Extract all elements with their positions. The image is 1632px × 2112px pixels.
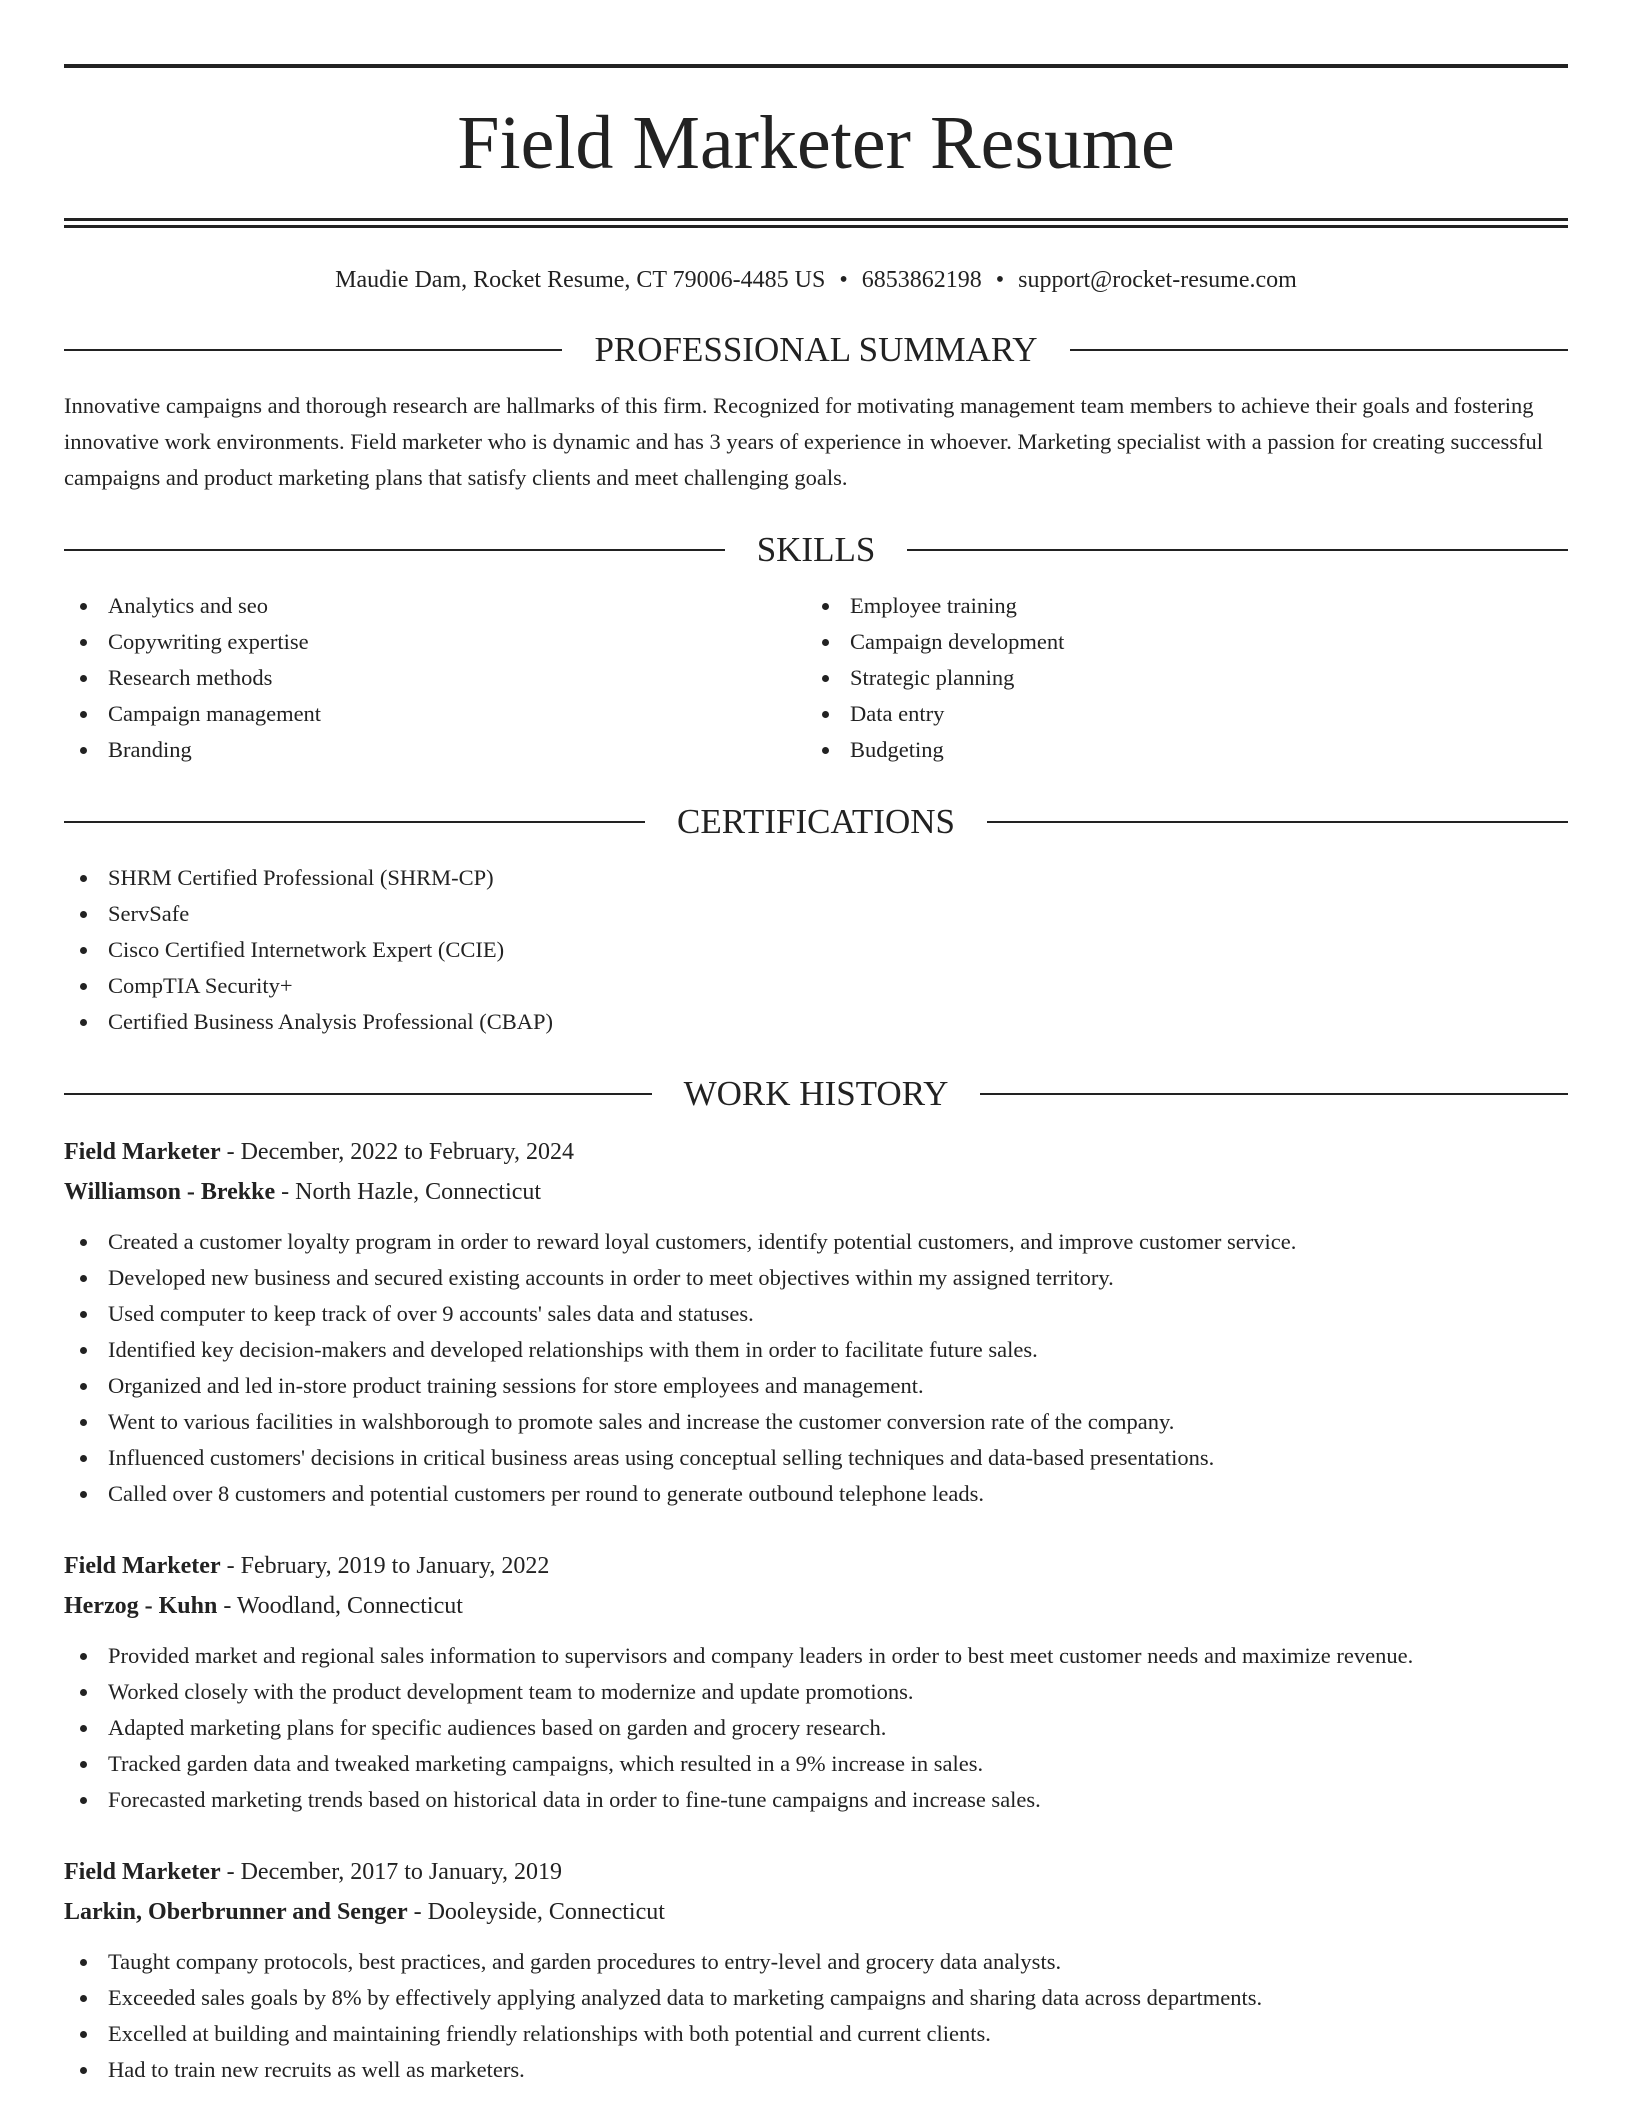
resume-page: [64, 64, 1568, 2088]
contact-address: Maudie Dam, Rocket Resume, CT 79006-4485 US: [335, 267, 826, 293]
job-bullet: Called over 8 customers and potential customers per round to generate outbound telephone leads.: [64, 1476, 1568, 1512]
section-header-skills: [64, 528, 1568, 572]
divider: [1070, 349, 1568, 351]
job-bullet: Influenced customers' decisions in critical business areas using conceptual selling techniques and data-based presentations.: [64, 1440, 1568, 1476]
top-rule: [64, 64, 1568, 68]
job-bullets: [64, 1224, 1568, 1512]
resume-title: Field Marketer Resume: [457, 101, 1175, 185]
title-double-rule: [64, 218, 1568, 228]
job-bullets: [64, 1944, 1568, 2088]
job-bullet: Used computer to keep track of over 9 accounts' sales data and statuses.: [64, 1296, 1568, 1332]
section-header-summary: [64, 328, 1568, 372]
divider: [64, 349, 562, 351]
skill-item: Branding: [64, 732, 806, 768]
contact-phone: 6853862198: [861, 267, 982, 293]
divider: [64, 821, 645, 823]
job-company-line: [64, 1586, 1568, 1626]
job-bullet: Excelled at building and maintaining friendly relationships with both potential and current clients.: [64, 2016, 1568, 2052]
job-dates: - December, 2022 to February, 2024: [220, 1139, 574, 1165]
certifications-list: [64, 860, 1568, 1040]
certification-item: ServSafe: [64, 896, 1568, 932]
skills-list: [64, 588, 1568, 768]
job-bullet: Forecasted marketing trends based on historical data in order to fine-tune campaigns and increase sales.: [64, 1782, 1568, 1818]
job-bullet: Developed new business and secured existing accounts in order to meet objectives within my assigned territory.: [64, 1260, 1568, 1296]
contact-line: [64, 264, 1568, 296]
job-bullets: [64, 1638, 1568, 1818]
skill-item: Research methods: [64, 660, 806, 696]
skill-item: Copywriting expertise: [64, 624, 806, 660]
job-bullet: Taught company protocols, best practices, and garden procedures to entry-level and grocery data analysts.: [64, 1944, 1568, 1980]
section-title: PROFESSIONAL SUMMARY: [594, 330, 1038, 369]
skill-item: Analytics and seo: [64, 588, 806, 624]
certification-item: Cisco Certified Internetwork Expert (CCIE): [64, 932, 1568, 968]
job-title-line: [64, 1132, 1568, 1172]
divider: [907, 549, 1568, 551]
contact-separator: •: [839, 267, 848, 293]
job-bullet: Provided market and regional sales information to supervisors and company leaders in order to best meet customer needs and maximize revenue.: [64, 1638, 1568, 1674]
job-entry: [64, 1132, 1568, 1512]
job-bullet: Adapted marketing plans for specific audiences based on garden and grocery research.: [64, 1710, 1568, 1746]
skill-item: Budgeting: [806, 732, 1548, 768]
job-bullet: Exceeded sales goals by 8% by effectively applying analyzed data to marketing campaigns and sharing data across departments.: [64, 1980, 1568, 2016]
section-header-certifications: [64, 800, 1568, 844]
job-company: Williamson - Brekke: [64, 1179, 276, 1205]
summary-text: Innovative campaigns and thorough research are hallmarks of this firm. Recognized for motivating management team members to achieve their goals and fostering innovative work environments. Field marketer who is dynamic and has 3 years of experience in whoever. Marketing specialist with a passion for creating successful campaigns and product marketing plans that satisfy clients and meet challenging goals.: [64, 393, 1543, 490]
skill-item: Campaign management: [64, 696, 806, 732]
job-bullet: Had to train new recruits as well as marketers.: [64, 2052, 1568, 2088]
skill-item: Employee training: [806, 588, 1548, 624]
job-company-line: [64, 1172, 1568, 1212]
job-company: Herzog - Kuhn: [64, 1593, 218, 1619]
job-bullet: Organized and led in-store product training sessions for store employees and management.: [64, 1368, 1568, 1404]
job-bullet: Tracked garden data and tweaked marketing campaigns, which resulted in a 9% increase in sales.: [64, 1746, 1568, 1782]
job-bullet: Created a customer loyalty program in order to reward loyal customers, identify potential customers, and improve customer service.: [64, 1224, 1568, 1260]
job-title-line: [64, 1546, 1568, 1586]
contact-email: support@rocket-resume.com: [1018, 267, 1297, 293]
certification-item: Certified Business Analysis Professional (CBAP): [64, 1004, 1568, 1040]
job-company-line: [64, 1892, 1568, 1932]
job-company: Larkin, Oberbrunner and Senger: [64, 1899, 408, 1925]
job-entry: [64, 1852, 1568, 2088]
skill-item: Data entry: [806, 696, 1548, 732]
section-title: SKILLS: [756, 530, 876, 569]
job-dates: - December, 2017 to January, 2019: [220, 1859, 562, 1885]
skills-column-left: [64, 588, 806, 768]
section-header-work-history: [64, 1072, 1568, 1116]
job-location: - Dooleyside, Connecticut: [407, 1899, 665, 1925]
job-bullet: Identified key decision-makers and developed relationships with them in order to facilitate future sales.: [64, 1332, 1568, 1368]
job-location: - North Hazle, Connecticut: [275, 1179, 542, 1205]
job-title: Field Marketer: [64, 1859, 221, 1885]
section-title: CERTIFICATIONS: [677, 802, 955, 841]
certification-item: CompTIA Security+: [64, 968, 1568, 1004]
divider: [64, 549, 725, 551]
divider: [987, 821, 1568, 823]
skill-item: Strategic planning: [806, 660, 1548, 696]
divider: [64, 1093, 652, 1095]
job-title: Field Marketer: [64, 1553, 221, 1579]
job-dates: - February, 2019 to January, 2022: [220, 1553, 550, 1579]
job-entry: [64, 1546, 1568, 1818]
job-title: Field Marketer: [64, 1139, 221, 1165]
contact-separator: •: [995, 267, 1005, 293]
skills-column-right: [806, 588, 1548, 768]
job-title-line: [64, 1852, 1568, 1892]
certification-item: SHRM Certified Professional (SHRM-CP): [64, 860, 1568, 896]
job-bullet: Worked closely with the product development team to modernize and update promotions.: [64, 1674, 1568, 1710]
job-location: - Woodland, Connecticut: [217, 1593, 463, 1619]
divider: [980, 1093, 1568, 1095]
section-title: WORK HISTORY: [683, 1074, 949, 1113]
job-bullet: Went to various facilities in walshborough to promote sales and increase the customer conversion rate of the company.: [64, 1404, 1568, 1440]
skill-item: Campaign development: [806, 624, 1548, 660]
